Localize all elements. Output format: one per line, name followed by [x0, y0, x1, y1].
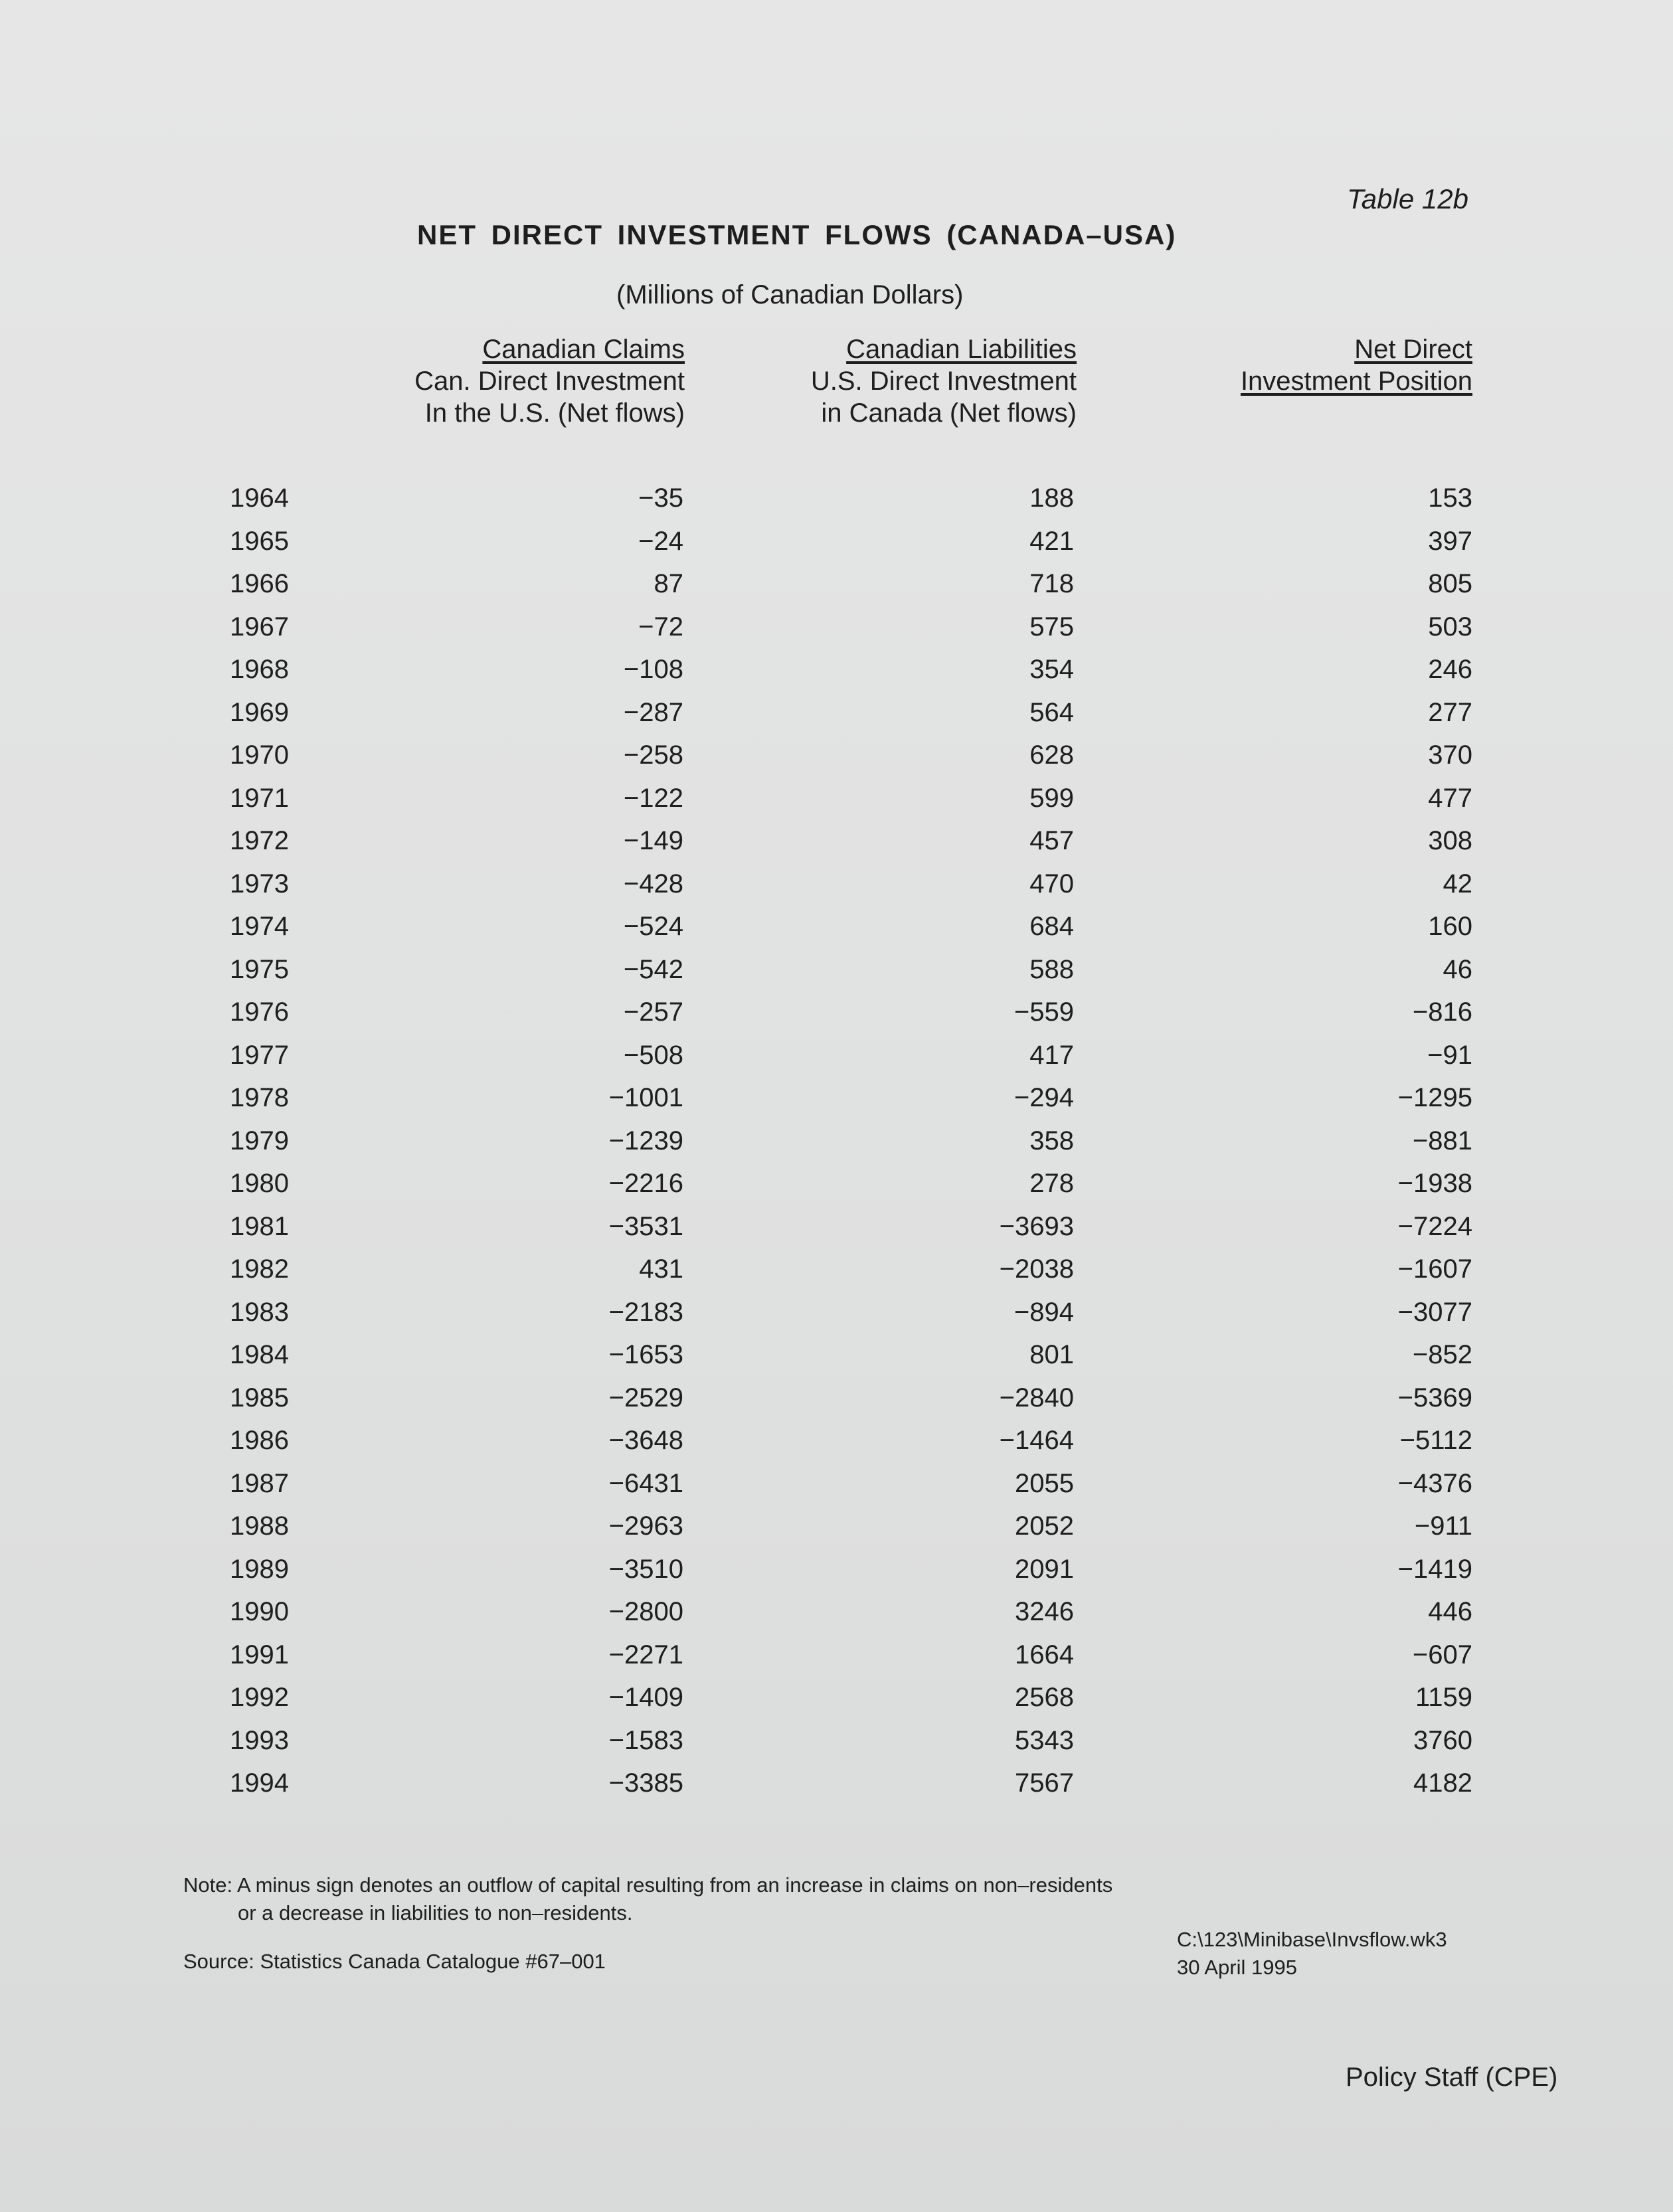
net-position-cell: 1159 — [1415, 1683, 1472, 1712]
net-position-cell: −911 — [1414, 1511, 1472, 1541]
column-subtitle-claims-2: In the U.S. (Net flows) — [424, 398, 685, 428]
net-position-cell: −91 — [1427, 1040, 1472, 1070]
claims-cell: −258 — [623, 740, 683, 770]
table-row — [0, 739, 1673, 782]
claims-cell: 87 — [654, 569, 683, 598]
net-position-cell: −1295 — [1397, 1083, 1472, 1112]
net-position-cell: −1607 — [1397, 1254, 1472, 1284]
year-cell: 1972 — [230, 826, 289, 855]
table-row — [0, 1510, 1673, 1553]
column-title-liabilities: Canadian Liabilities — [846, 335, 1077, 364]
claims-cell: −72 — [638, 612, 683, 641]
claims-cell: −122 — [623, 783, 683, 813]
year-cell: 1990 — [230, 1597, 289, 1626]
claims-cell: −542 — [623, 954, 683, 984]
net-position-cell: 308 — [1428, 826, 1472, 855]
year-cell: 1987 — [230, 1468, 289, 1498]
net-position-cell: 805 — [1428, 569, 1472, 598]
table-row — [0, 1296, 1673, 1339]
claims-cell: −524 — [623, 912, 683, 941]
net-position-cell: −3077 — [1397, 1297, 1472, 1327]
liabilities-cell: 358 — [1029, 1126, 1074, 1155]
year-cell: 1970 — [230, 740, 289, 770]
net-position-cell: 477 — [1428, 783, 1472, 813]
liabilities-cell: −2840 — [999, 1383, 1074, 1412]
claims-cell: −24 — [638, 526, 683, 556]
claims-cell: −2271 — [608, 1640, 683, 1669]
liabilities-cell: 417 — [1029, 1040, 1074, 1070]
file-date: 30 April 1995 — [1177, 1956, 1297, 1979]
table-row — [0, 910, 1673, 954]
table-row — [0, 868, 1673, 911]
claims-cell: −3385 — [608, 1768, 683, 1798]
source-line: Source: Statistics Canada Catalogue #67–001 — [183, 1950, 606, 1973]
liabilities-cell: 470 — [1029, 869, 1074, 898]
claims-cell: −428 — [623, 869, 683, 898]
year-cell: 1994 — [230, 1768, 289, 1798]
table-row — [0, 1725, 1673, 1768]
table-row — [0, 1382, 1673, 1425]
table-row — [0, 525, 1673, 568]
table-number: Table 12b — [1347, 183, 1468, 214]
liabilities-cell: 421 — [1029, 526, 1074, 556]
claims-cell: −2800 — [608, 1597, 683, 1626]
year-cell: 1976 — [230, 997, 289, 1027]
claims-cell: −35 — [638, 483, 683, 513]
net-position-cell: −1419 — [1397, 1554, 1472, 1584]
claims-cell: −3531 — [608, 1211, 683, 1241]
net-position-cell: 153 — [1428, 483, 1472, 513]
liabilities-cell: −1464 — [999, 1426, 1074, 1455]
claims-cell: −1653 — [608, 1340, 683, 1369]
file-info — [1177, 1926, 1447, 1982]
liabilities-cell: 588 — [1029, 954, 1074, 984]
year-cell: 1986 — [230, 1426, 289, 1455]
column-header-claims — [414, 333, 685, 429]
units-subtitle: (Millions of Canadian Dollars) — [616, 280, 964, 309]
column-title-claims: Canadian Claims — [482, 335, 685, 364]
claims-cell: −508 — [623, 1040, 683, 1070]
liabilities-cell: 457 — [1029, 826, 1074, 855]
liabilities-cell: 801 — [1029, 1340, 1074, 1369]
table-row — [0, 653, 1673, 697]
table-row — [0, 482, 1673, 525]
table-row — [0, 782, 1673, 825]
net-position-cell: 3760 — [1413, 1725, 1472, 1755]
liabilities-cell: 684 — [1029, 912, 1074, 941]
claims-cell: −2963 — [608, 1511, 683, 1541]
claims-cell: −3510 — [608, 1554, 683, 1584]
claims-cell: −108 — [623, 655, 683, 684]
table-row — [0, 1596, 1673, 1639]
data-table-body — [0, 482, 1673, 1810]
liabilities-cell: −3693 — [999, 1211, 1074, 1241]
liabilities-cell: 7567 — [1015, 1768, 1074, 1798]
net-position-cell: 42 — [1443, 869, 1472, 898]
footnote-line-2: or a decrease in liabilities to non–residents. — [238, 1901, 633, 1924]
table-row — [0, 1639, 1673, 1682]
net-position-cell: −4376 — [1397, 1468, 1472, 1498]
claims-cell: −1239 — [608, 1126, 683, 1155]
liabilities-cell: 628 — [1029, 740, 1074, 770]
year-cell: 1989 — [230, 1554, 289, 1584]
table-row — [0, 1767, 1673, 1810]
year-cell: 1983 — [230, 1297, 289, 1327]
liabilities-cell: 575 — [1029, 612, 1074, 641]
year-cell: 1967 — [230, 612, 289, 641]
claims-cell: −2216 — [608, 1169, 683, 1198]
liabilities-cell: 3246 — [1015, 1597, 1074, 1626]
net-position-cell: 4182 — [1413, 1768, 1472, 1798]
liabilities-cell: 278 — [1029, 1169, 1074, 1198]
table-row — [0, 697, 1673, 740]
table-row — [0, 954, 1673, 997]
liabilities-cell: 354 — [1029, 655, 1074, 684]
year-cell: 1977 — [230, 1040, 289, 1070]
table-row — [0, 1125, 1673, 1168]
claims-cell: −3648 — [608, 1426, 683, 1455]
footnote-line-1: Note: A minus sign denotes an outflow of capital resulting from an increase in claims on non–residents — [183, 1873, 1113, 1897]
table-title: NET DIRECT INVESTMENT FLOWS (CANADA–USA) — [417, 219, 1177, 250]
year-cell: 1985 — [230, 1383, 289, 1412]
net-position-cell: 246 — [1428, 655, 1472, 684]
year-cell: 1973 — [230, 869, 289, 898]
liabilities-cell: −894 — [1013, 1297, 1074, 1327]
net-position-cell: −816 — [1412, 997, 1472, 1027]
column-title-net-2: Investment Position — [1240, 367, 1472, 396]
year-cell: 1964 — [230, 483, 289, 513]
table-row — [0, 568, 1673, 611]
liabilities-cell: 1664 — [1015, 1640, 1074, 1669]
claims-cell: −1001 — [608, 1083, 683, 1112]
table-row — [0, 1167, 1673, 1211]
net-position-cell: 446 — [1428, 1597, 1472, 1626]
claims-cell: −149 — [623, 826, 683, 855]
net-position-cell: −5112 — [1399, 1426, 1472, 1455]
year-cell: 1965 — [230, 526, 289, 556]
claims-cell: −2529 — [608, 1383, 683, 1412]
year-cell: 1982 — [230, 1254, 289, 1284]
liabilities-cell: 718 — [1029, 569, 1074, 598]
net-position-cell: 397 — [1428, 526, 1472, 556]
liabilities-cell: 5343 — [1015, 1725, 1074, 1755]
net-position-cell: 277 — [1428, 697, 1472, 727]
claims-cell: −1409 — [608, 1683, 683, 1712]
table-row — [0, 1339, 1673, 1382]
table-row — [0, 1039, 1673, 1082]
claims-cell: −6431 — [608, 1468, 683, 1498]
net-position-cell: −881 — [1412, 1126, 1472, 1155]
column-subtitle-claims-1: Can. Direct Investment — [414, 367, 685, 396]
liabilities-cell: 2091 — [1015, 1554, 1074, 1584]
year-cell: 1968 — [230, 655, 289, 684]
table-row — [0, 611, 1673, 654]
table-row — [0, 1424, 1673, 1468]
claims-cell: −1583 — [608, 1725, 683, 1755]
year-cell: 1981 — [230, 1211, 289, 1241]
claims-cell: −2183 — [608, 1297, 683, 1327]
column-subtitle-liabilities-2: in Canada (Net flows) — [821, 398, 1077, 428]
liabilities-cell: −559 — [1013, 997, 1074, 1027]
year-cell: 1975 — [230, 954, 289, 984]
table-row — [0, 1468, 1673, 1511]
liabilities-cell: −294 — [1013, 1083, 1074, 1112]
liabilities-cell: 599 — [1029, 783, 1074, 813]
year-cell: 1993 — [230, 1725, 289, 1755]
year-cell: 1979 — [230, 1126, 289, 1155]
year-cell: 1992 — [230, 1683, 289, 1712]
table-row — [0, 1082, 1673, 1125]
liabilities-cell: 2568 — [1015, 1683, 1074, 1712]
liabilities-cell: 564 — [1029, 697, 1074, 727]
claims-cell: −257 — [623, 997, 683, 1027]
year-cell: 1984 — [230, 1340, 289, 1369]
table-row — [0, 996, 1673, 1039]
net-position-cell: 46 — [1443, 954, 1472, 984]
footnote — [183, 1871, 1112, 1927]
net-position-cell: −852 — [1412, 1340, 1472, 1369]
column-title-net-1: Net Direct — [1354, 335, 1472, 364]
liabilities-cell: 2052 — [1015, 1511, 1074, 1541]
year-cell: 1974 — [230, 912, 289, 941]
year-cell: 1980 — [230, 1169, 289, 1198]
liabilities-cell: −2038 — [999, 1254, 1074, 1284]
net-position-cell: 503 — [1428, 612, 1472, 641]
year-cell: 1991 — [230, 1640, 289, 1669]
file-path: C:\123\Minibase\Invsflow.wk3 — [1177, 1928, 1447, 1951]
net-position-cell: −5369 — [1397, 1383, 1472, 1412]
column-header-net — [1241, 333, 1472, 397]
net-position-cell: −607 — [1412, 1640, 1472, 1669]
column-subtitle-liabilities-1: U.S. Direct Investment — [810, 367, 1077, 396]
table-row — [0, 1681, 1673, 1725]
table-row — [0, 1553, 1673, 1596]
net-position-cell: −7224 — [1397, 1211, 1472, 1241]
year-cell: 1966 — [230, 569, 289, 598]
liabilities-cell: 188 — [1029, 483, 1074, 513]
claims-cell: −287 — [623, 697, 683, 727]
table-row — [0, 1211, 1673, 1254]
year-cell: 1971 — [230, 783, 289, 813]
year-cell: 1978 — [230, 1083, 289, 1112]
author-line: Policy Staff (CPE) — [1346, 2063, 1558, 2092]
net-position-cell: 160 — [1428, 912, 1472, 941]
net-position-cell: −1938 — [1397, 1169, 1472, 1198]
net-position-cell: 370 — [1428, 740, 1472, 770]
year-cell: 1969 — [230, 697, 289, 727]
column-header-liabilities — [811, 333, 1077, 429]
liabilities-cell: 2055 — [1015, 1468, 1074, 1498]
table-row — [0, 825, 1673, 868]
claims-cell: 431 — [639, 1254, 683, 1284]
year-cell: 1988 — [230, 1511, 289, 1541]
table-row — [0, 1253, 1673, 1296]
